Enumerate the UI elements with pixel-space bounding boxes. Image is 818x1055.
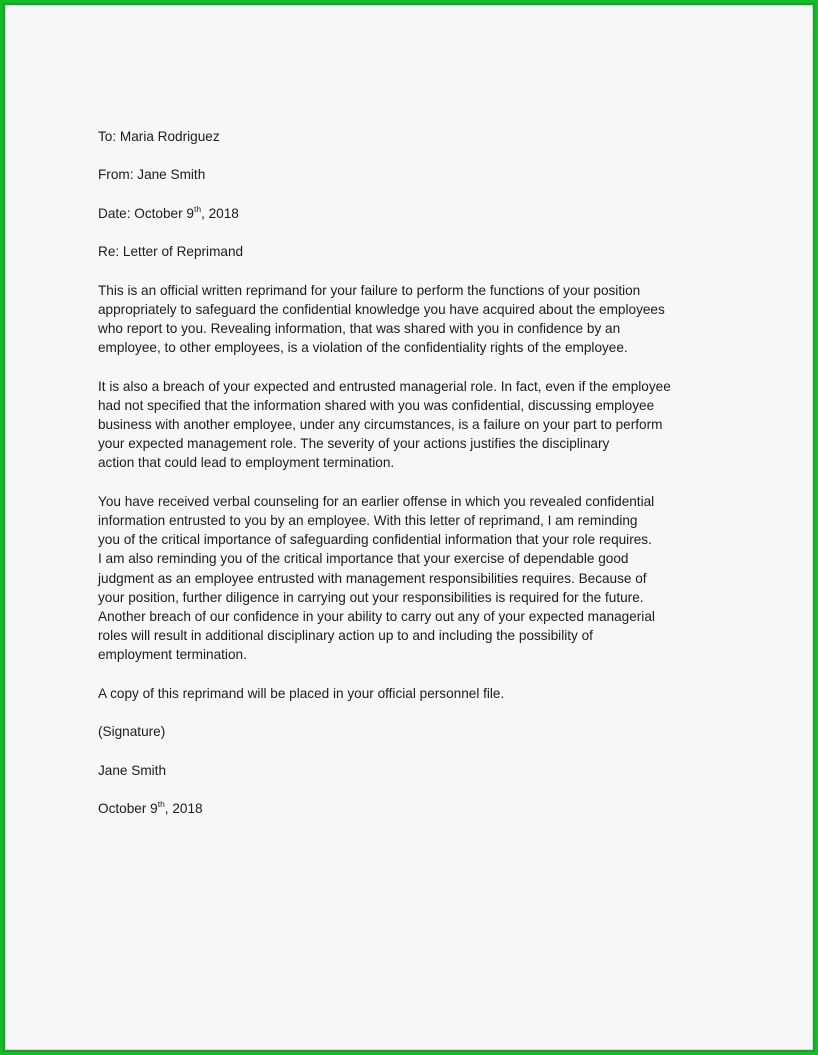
paragraph-3-line: You have received verbal counseling for an earlier offense in which you revealed confidential	[98, 493, 655, 509]
letter-body	[98, 127, 738, 837]
closing-date-superscript: th	[157, 799, 165, 810]
subject-line: Re: Letter of Reprimand	[98, 244, 244, 260]
paragraph-2-line: It is also a breach of your expected and entrusted managerial role. In fact, even if the employee	[98, 378, 671, 394]
paragraph-3-line: Another breach of our confidence in your ability to carry out any of your expected managerial	[98, 608, 655, 624]
paragraph-1-line: This is an official written reprimand for your failure to perform the functions of your position	[98, 282, 641, 298]
date-line	[98, 204, 738, 223]
document-page	[5, 5, 813, 1050]
paragraph-2-line: action that could lead to employment termination.	[98, 455, 395, 471]
paragraph-2-line: your expected management role. The severity of your actions justifies the disciplinary	[98, 436, 610, 452]
date-line-superscript: th	[193, 204, 202, 215]
to-line: To: Maria Rodriguez	[98, 129, 220, 144]
paragraph-1-line: employee, to other employees, is a violation of the confidentiality rights of the employee.	[98, 340, 628, 356]
paragraph-2-line: had not specified that the information shared with you was confidential, discussing employee	[98, 397, 655, 413]
green-border-inner	[3, 3, 815, 1052]
date-line-suffix: , 2018	[201, 205, 239, 221]
from-line: From: Jane Smith	[98, 167, 206, 183]
paragraph-1-line: who report to you. Revealing information, that was shared with you in confidence by an	[98, 320, 621, 336]
paragraph-3-line: judgment as an employee entrusted with management responsibilities requires. Because of	[98, 570, 647, 586]
closing-date	[98, 799, 738, 818]
closing-date-prefix: October 9	[98, 800, 158, 816]
paragraph-2-line: business with another employee, under any circumstances, is a failure on your part to perform	[98, 416, 663, 432]
signer-name: Jane Smith	[98, 762, 167, 778]
closing-date-suffix: , 2018	[164, 800, 203, 816]
paragraph-3-line: roles will result in additional disciplinary action up to and including the possibility of	[98, 628, 593, 644]
signature-placeholder: (Signature)	[98, 724, 166, 740]
paragraph-3	[98, 492, 738, 665]
paragraph-2	[98, 377, 738, 473]
paragraph-3-line: you of the critical importance of safeguarding confidential information that your role requires.	[98, 532, 652, 548]
paragraph-1	[98, 281, 738, 358]
paragraph-3-line: employment termination.	[98, 647, 247, 663]
paragraph-4: A copy of this reprimand will be placed in your official personnel file.	[98, 685, 505, 701]
paragraph-3-line: I am also reminding you of the critical importance that your exercise of dependable good	[98, 551, 629, 567]
date-line-prefix: Date: October 9	[98, 205, 194, 221]
paragraph-1-line: appropriately to safeguard the confidential knowledge you have acquired about the employees	[98, 301, 665, 317]
paragraph-3-line: your position, further diligence in carrying out your responsibilities is required for the future.	[98, 589, 644, 605]
paragraph-3-line: information entrusted to you by an employee. With this letter of reprimand, I am reminding	[98, 512, 638, 528]
